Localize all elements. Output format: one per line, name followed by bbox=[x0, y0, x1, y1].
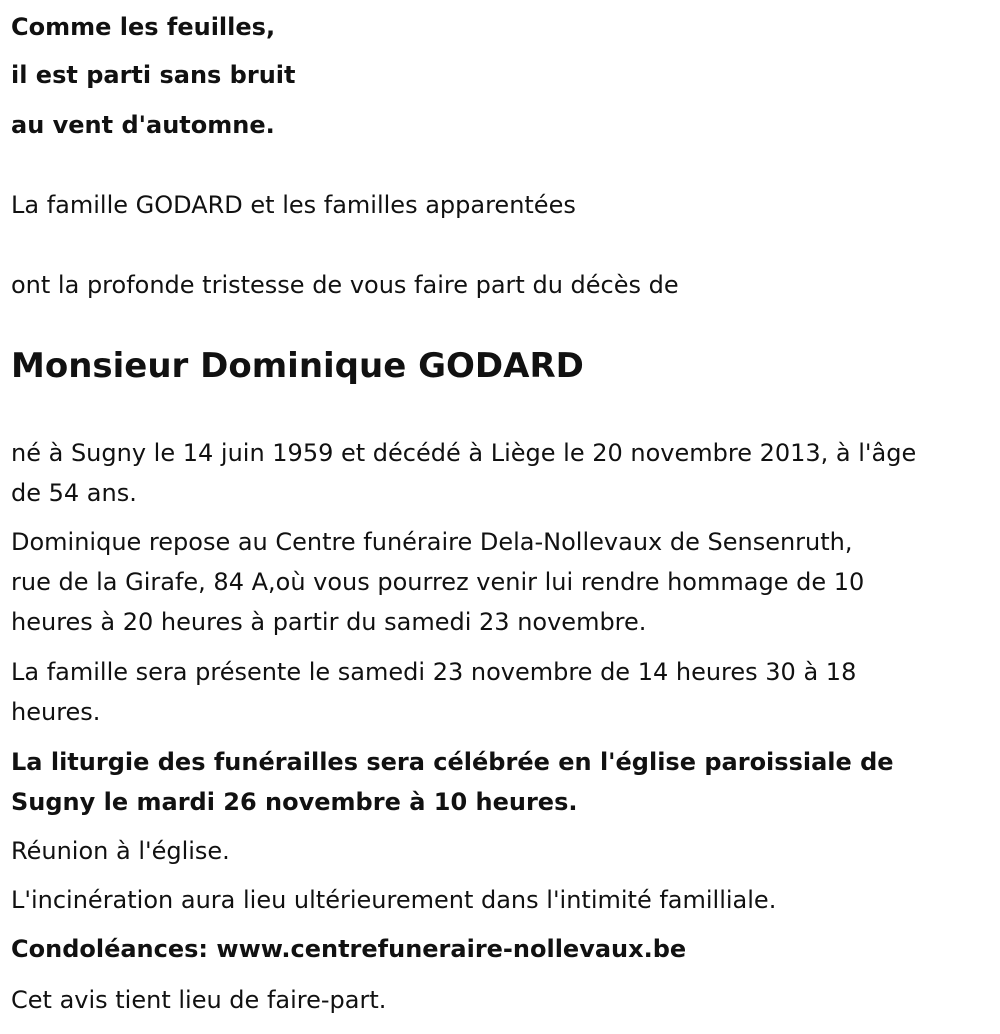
condolences-label: Condoléances: bbox=[11, 935, 209, 963]
family-presence-line-2: heures. bbox=[11, 698, 101, 726]
repose-line-2: rue de la Girafe, 84 A,où vous pourrez venir lui rendre hommage de 10 bbox=[11, 568, 865, 596]
liturgy-line-1: La liturgie des funérailles sera célébrée en l'église paroissiale de bbox=[11, 748, 894, 776]
poem-line-2: il est parti sans bruit bbox=[11, 61, 296, 89]
condolences-link[interactable]: www.centrefuneraire-nollevaux.be bbox=[216, 935, 687, 963]
family-announcement: La famille GODARD et les familles apparentées bbox=[11, 191, 576, 219]
repose-line-1: Dominique repose au Centre funéraire Dela-Nollevaux de Sensenruth, bbox=[11, 528, 853, 556]
poem-line-3: au vent d'automne. bbox=[11, 111, 275, 139]
family-presence-line-1: La famille sera présente le samedi 23 novembre de 14 heures 30 à 18 bbox=[11, 658, 857, 686]
cremation-note: L'incinération aura lieu ultérieurement dans l'intimité familliale. bbox=[11, 886, 777, 914]
liturgy-line-2: Sugny le mardi 26 novembre à 10 heures. bbox=[11, 788, 578, 816]
announcement-intro: ont la profonde tristesse de vous faire part du décès de bbox=[11, 271, 679, 299]
poem-line-1: Comme les feuilles, bbox=[11, 13, 276, 41]
birth-death-line-2: de 54 ans. bbox=[11, 479, 137, 507]
deceased-name: Monsieur Dominique GODARD bbox=[11, 346, 584, 386]
condolences bbox=[11, 929, 986, 969]
closing-note: Cet avis tient lieu de faire-part. bbox=[11, 986, 387, 1014]
meeting-note: Réunion à l'église. bbox=[11, 837, 230, 865]
repose-line-3: heures à 20 heures à partir du samedi 23 novembre. bbox=[11, 608, 647, 636]
birth-death-line-1: né à Sugny le 14 juin 1959 et décédé à Liège le 20 novembre 2013, à l'âge bbox=[11, 439, 917, 467]
